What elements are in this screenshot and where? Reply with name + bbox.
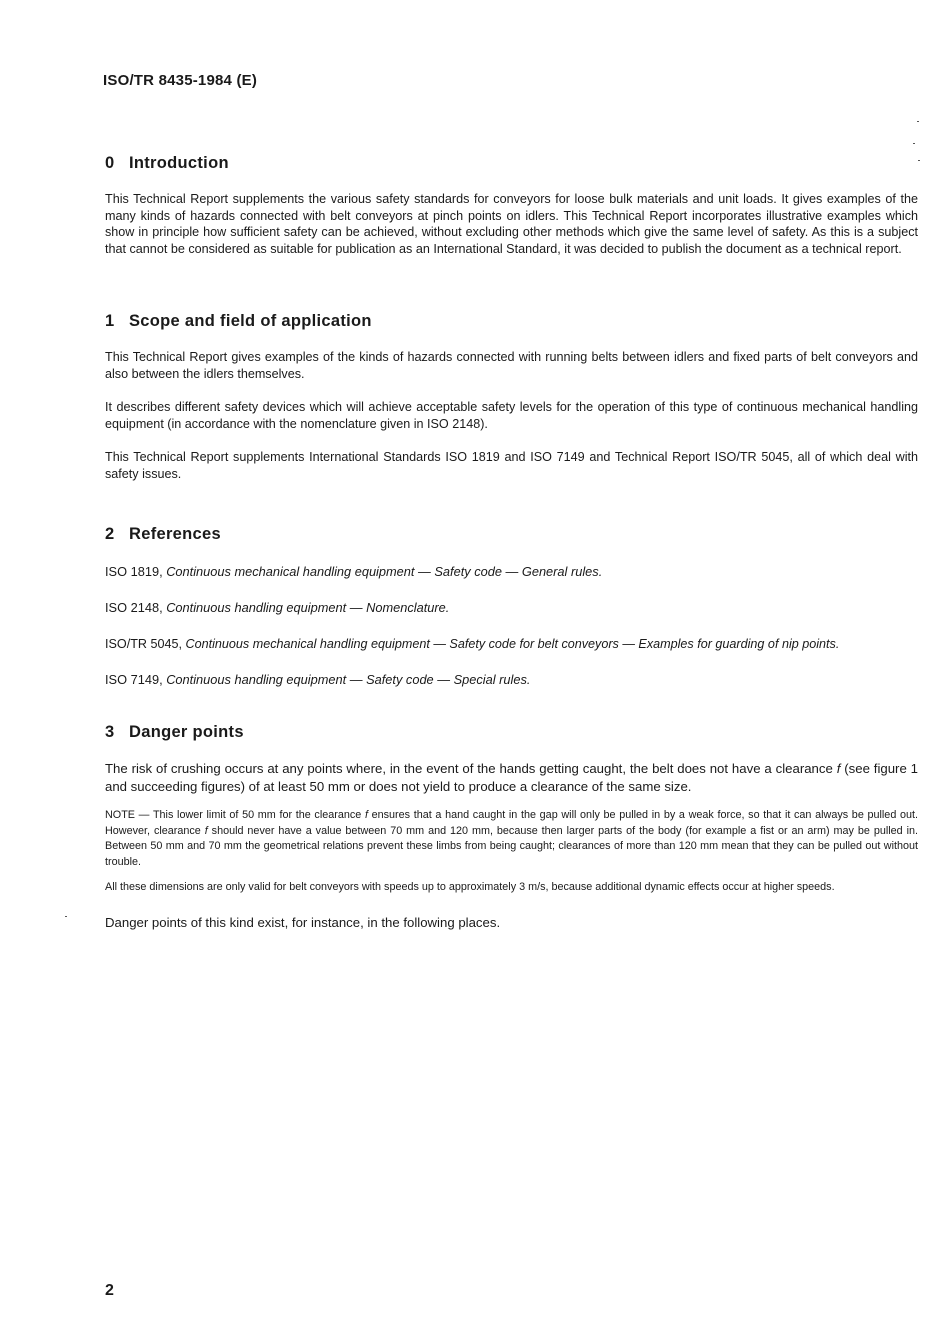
reference-title: Continuous mechanical handling equipment — Safety code for belt conveyors — Examples for guarding of nip points. — [185, 637, 840, 651]
section-scope — [105, 312, 918, 482]
reference-item — [105, 636, 918, 652]
scan-speck — [918, 160, 920, 161]
intro-paragraph: This Technical Report supplements the various safety standards for conveyors for loose bulk materials and unit loads. It gives examples of the many kinds of hazards connected with belt conveyors at pinch points on idlers. This Technical Report incorporates illustrative examples which show in principle how sufficient safety can be achieved, without excluding other methods which give the same level of safety. As this is a subject that cannot be considered as suitable for publication as an International Standard, it was decided to publish the document as a technical report. — [105, 192, 918, 256]
scope-paragraph-3: This Technical Report supplements International Standards ISO 1819 and ISO 7149 and Technical Report ISO/TR 5045, all of which deal with safety issues. — [105, 450, 918, 481]
note-dimensions-paragraph: All these dimensions are only valid for belt conveyors with speeds up to approximately 3 m/s, because additional dynamic effects occur at higher speeds. — [105, 881, 835, 893]
section-introduction — [105, 154, 918, 257]
scan-speck — [913, 143, 915, 144]
danger-closing-paragraph: Danger points of this kind exist, for instance, in the following places. — [105, 914, 501, 930]
document-id-header: ISO/TR 8435-1984 (E) — [103, 72, 258, 89]
reference-title: Continuous mechanical handling equipment — Safety code — General rules. — [166, 564, 603, 579]
note-paragraph: NOTE — This lower limit of 50 mm for the clearance f ensures that a hand caught in the gap will only be pulled in by a weak force, so that it can always be pulled out. However, clearance f should never have a value between 70 mm and 120 mm, because then larger parts of the body (for example a fist or an arm) may be pulled in. Between 50 mm and 70 mm the geometrical relations prevent these limbs from being caught; clearances of more than 120 mm mean that they can be pulled out without trouble. — [105, 809, 919, 868]
section-references — [105, 525, 918, 688]
section-number: 3 — [105, 723, 115, 741]
page-number: 2 — [105, 1282, 114, 1299]
reference-code: ISO 2148, — [105, 600, 163, 615]
reference-item — [105, 672, 918, 688]
scan-speck — [65, 916, 67, 917]
section-danger-points — [105, 723, 918, 931]
section-number: 0 — [105, 154, 115, 172]
section-number: 2 — [105, 525, 115, 543]
section-title: Scope and field of application — [129, 312, 372, 330]
reference-item — [105, 600, 918, 616]
scan-speck — [917, 121, 919, 122]
section-heading — [105, 525, 918, 544]
clearance-variable: f — [204, 824, 208, 837]
section-heading — [105, 154, 918, 173]
reference-code: ISO/TR 5045, — [105, 637, 182, 651]
reference-item — [105, 564, 918, 580]
clearance-variable: f — [364, 809, 368, 821]
section-heading — [105, 723, 918, 742]
section-number: 1 — [105, 312, 115, 330]
scope-paragraph-1: This Technical Report gives examples of the kinds of hazards connected with running belts between idlers and fixed parts of belt conveyors and also between the idlers themselves. — [105, 350, 918, 381]
reference-title: Continuous handling equipment — Safety code — Special rules. — [166, 672, 531, 687]
section-title: References — [129, 525, 221, 543]
danger-paragraph: The risk of crushing occurs at any points where, in the event of the hands getting caught, the belt does not have a clearance f (see figure 1 and succeeding figures) of at least 50 mm or does not yield to produce a clearance of the same size. — [105, 761, 919, 794]
clearance-variable: f — [836, 761, 841, 776]
section-heading — [105, 312, 918, 331]
reference-code: ISO 1819, — [105, 564, 163, 579]
reference-code: ISO 7149, — [105, 672, 163, 687]
section-title: Danger points — [129, 723, 244, 741]
reference-title: Continuous handling equipment — Nomenclature. — [166, 600, 450, 615]
section-title: Introduction — [129, 154, 229, 172]
scope-paragraph-2: It describes different safety devices which will achieve acceptable safety levels for the operation of this type of continuous mechanical handling equipment (in accordance with the nomenclature given in ISO 2148). — [105, 400, 918, 431]
